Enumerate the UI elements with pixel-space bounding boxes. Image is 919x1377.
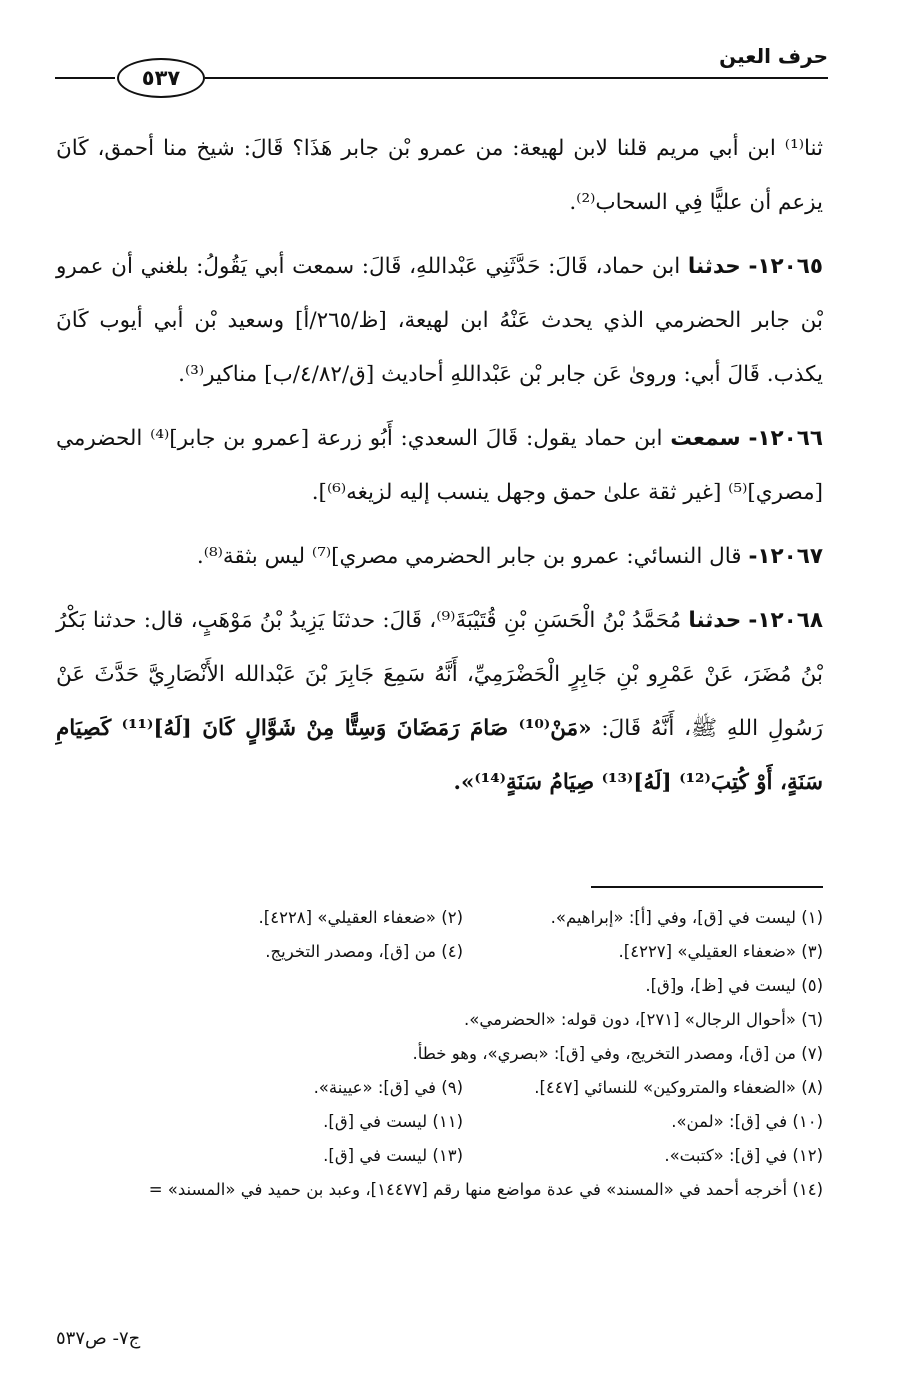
footnote-12: (١٢) في [ق]: «كتبت». [664, 1145, 823, 1165]
entry-text: ابن حماد، قَالَ: حَدَّثَنِي عَبْداللهِ، قَالَ: سمعت أبي يَقُولُ: بلغني أن عمرو بْن جابر الحضرمي الذي يحدث عَنْهُ ابن لهيعة، [ظ/٢٦٥/أ] وسعيد بْن أبي أيوب كَانَ يكذب. قَالَ أبي: وروىٰ عَن جابر بْن عَبْداللهِ أحاديث [ق/٤/٨٢/ب] مناكير⁽³⁾. [56, 254, 823, 387]
main-text [56, 122, 823, 820]
footnote-row [56, 1002, 823, 1036]
footnote-13: (١٣) ليست في [ق]. [323, 1145, 463, 1165]
footnote-row [56, 1104, 823, 1138]
entry-text: ابن حماد يقول: قَالَ السعدي: أَبُو زرعة [عمرو بن جابر]⁽⁴⁾ الحضرمي [مصري]⁽⁵⁾ [غير ثقة علىٰ حمق وجهل ينسب إليه لزيغه⁽⁶⁾]. [56, 426, 823, 505]
paragraph-12066 [56, 412, 823, 520]
footnote-1: (١) ليست في [ق]، وفي [أ]: «إبراهيم». [550, 907, 823, 927]
footnote-4: (٤) من [ق]، ومصدر التخريج. [265, 941, 463, 961]
chapter-title: حرف العين [719, 44, 828, 68]
footnote-row [56, 1172, 823, 1206]
paragraph-12065 [56, 240, 823, 402]
footnote-separator [591, 886, 823, 888]
footnote-row [56, 1070, 823, 1104]
page-footer-reference: ج٧- ص٥٣٧ [56, 1328, 141, 1349]
footnote-row [56, 968, 823, 1002]
entry-number: ١٢٠٦٥- [748, 254, 823, 279]
paragraph-1: ثنا⁽¹⁾ ابن أبي مريم قلنا لابن لهيعة: من عمرو بْن جابر هَذَا؟ قَالَ: شيخ منا أحمق، كَانَ يزعم أن عليًّا فِي السحاب⁽²⁾. [56, 136, 823, 215]
entry-number: ١٢٠٦٦- [748, 426, 823, 451]
footnote-8: (٨) «الضعفاء والمتروكين» للنسائي [٤٤٧]. [534, 1077, 823, 1097]
footnote-2: (٢) «ضعفاء العقيلي» [٤٢٢٨]. [258, 907, 463, 927]
footnote-11: (١١) ليست في [ق]. [323, 1111, 463, 1131]
entry-keyword: سمعت [670, 426, 741, 451]
hadith-text: «مَنْ⁽¹⁰⁾ صَامَ رَمَضَانَ وَسِتًّا مِنْ شَوَّالٍ كَانَ [لَهُ]⁽¹¹⁾ كَصِيَامِ سَنَةٍ، أَوْ كُتِبَ⁽¹²⁾ [لَهُ]⁽¹³⁾ صِيَامُ سَنَةٍ⁽¹⁴⁾». [56, 716, 823, 795]
header-rule-left [55, 77, 115, 79]
entry-number: ١٢٠٦٧- [748, 544, 823, 569]
page-number-badge: ٥٣٧ [117, 58, 205, 98]
paragraph-12067 [56, 530, 823, 584]
footnote-10: (١٠) في [ق]: «لمن». [671, 1111, 823, 1131]
entry-number: ١٢٠٦٨- [748, 608, 823, 633]
entry-text: مُحَمَّدُ بْنُ الْحَسَنِ بْنِ قُتَيْبَةَ⁽⁹⁾، قَالَ: حدثنَا يَزِيدُ بْنُ مَوْهَبٍ، قال: حدثنا بَكْرُ بْنُ مُضَرَ، عَنْ عَمْرِو بْنِ جَابِرٍ الْحَضْرَمِيِّ، أَنَّهُ سَمِعَ جَابِرَ بْنَ عَبْدالله الأَنْصَارِيَّ حَدَّثَ عَنْ رَسُولِ اللهِ ﷺ، أَنَّهُ قَالَ: [56, 608, 823, 741]
entry-keyword: حدثنا [688, 608, 742, 633]
footnote-9: (٩) في [ق]: «عيينة». [313, 1077, 463, 1097]
footnote-5: (٥) ليست في [ظ]، و[ق]. [645, 975, 823, 995]
footnotes [56, 900, 823, 1206]
footnote-row [56, 900, 823, 934]
footnote-14: (١٤) أخرجه أحمد في «المسند» في عدة مواضع منها رقم [١٤٤٧٧]، وعبد بن حميد في «المسند» = [148, 1179, 823, 1199]
footnote-row [56, 934, 823, 968]
footnote-7: (٧) من [ق]، ومصدر التخريج، وفي [ق]: «بصري»، وهو خطأ. [412, 1043, 823, 1063]
footnote-6: (٦) «أحوال الرجال» [٢٧١]، دون قوله: «الحضرمي». [463, 1009, 823, 1029]
entry-keyword: حدثنا [687, 254, 741, 279]
footnote-row [56, 1036, 823, 1070]
header-rule [205, 77, 828, 79]
page-header [55, 40, 828, 100]
footnote-row [56, 1138, 823, 1172]
entry-text: قال النسائي: عمرو بن جابر الحضرمي مصري]⁽⁷⁾ ليس بثقة⁽⁸⁾. [196, 544, 742, 569]
paragraph-12068 [56, 594, 823, 810]
footnote-3: (٣) «ضعفاء العقيلي» [٤٢٢٧]. [618, 941, 823, 961]
